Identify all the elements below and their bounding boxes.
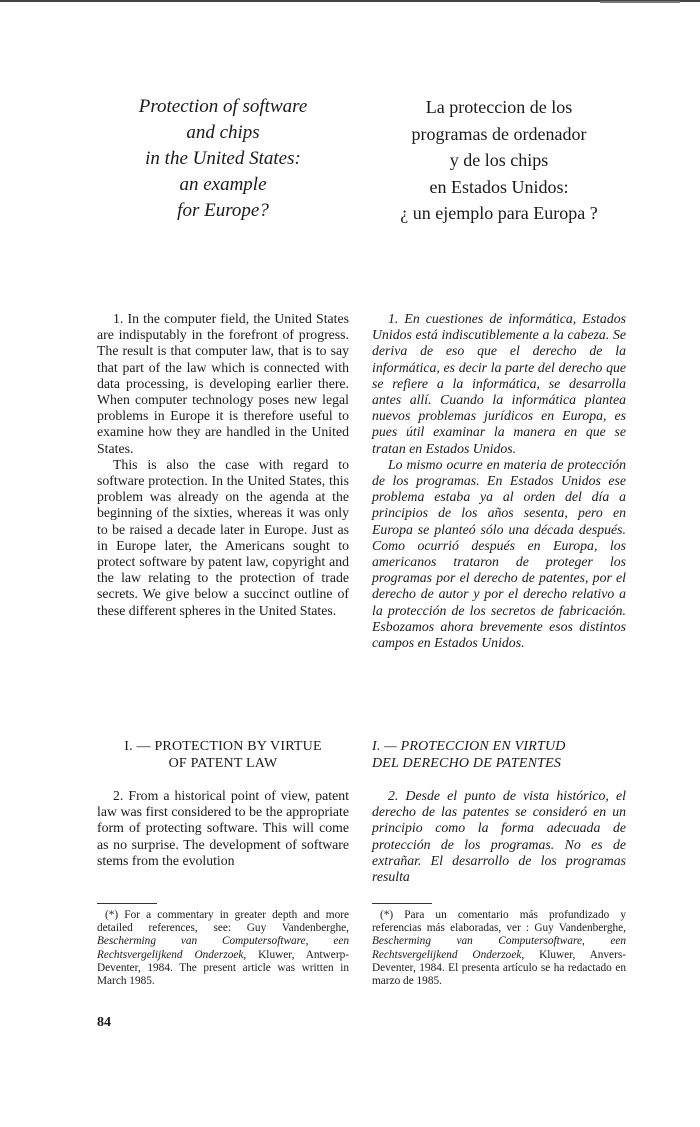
- title-english: Protection of software and chips in the United States: an example for Europe?: [138, 96, 308, 221]
- footnote-english-text: (*) For a commentary in greater depth and more detailed references, see: Guy Vandenberghe, Bescherming van Computersoftware, een Rechtsvergelijkend Onderzoek, Kluwer, Antwerp-Deventer, 1984. The present article was written in March 1985.: [97, 909, 349, 988]
- top-rule-mark: [600, 1, 680, 3]
- footnote-rule-english: [97, 903, 157, 904]
- top-rule: [0, 0, 700, 2]
- intro-spanish: [372, 311, 626, 651]
- paragraph-es-1: 1. En cuestiones de informática, Estados Unidos está indiscutiblemente a la cabeza. Se deriva de eso que el derecho de la informática, es decir la parte del derecho que se refiere a la informática, se desarrolla antes allí. Cuando la informática plantea nuevos problemas jurídicos en Europa, es pues útil examinar la manera en que se tratan en Estados Unidos.: [372, 311, 626, 456]
- title-spanish-block: [372, 94, 626, 227]
- section-heading-spanish: I. — PROTECCION EN VIRTUD DEL DERECHO DE PATENTES: [372, 739, 566, 771]
- section-body-english: [97, 788, 349, 869]
- paragraph-es-3: 2. Desde el punto de vista histórico, el derecho de las patentes se consideró en un principio como la forma adecuada de protección de los programas. No es de extrañar. El desarrollo de los programas resulta: [372, 788, 626, 885]
- page-number: 84: [97, 1015, 111, 1030]
- footnote-rule-spanish: [372, 903, 432, 904]
- paragraph-en-3: 2. From a historical point of view, patent law was first considered to be the appropriate form of protecting software. This will come as no surprise. The development of software stems from the evolution: [97, 788, 349, 868]
- paragraph-en-1: 1. In the computer field, the United States are indisputably in the forefront of progress. The result is that computer law, that is to say that part of the law which is connected with data processing, is developing earlier there. When computer technology poses new legal problems in Europe it is therefore useful to examine how they are handled in the United States.: [97, 311, 349, 456]
- title-english-block: [97, 94, 349, 224]
- paragraph-es-2: Lo mismo ocurre en materia de protección de los programas. En Estados Unidos ese problema estaba ya al orden del día a principios de los años sesenta, pero en Europa se planteó sólo una década después. Como ocurrió después en Europa, los americanos trataron de proteger los programas por el derecho de patentes, por el derecho de autor y por el derecho relativo a la protección de los secretos de fabricación. Esbozamos ahora brevemente esos distintos campos en Estados Unidos.: [372, 456, 626, 651]
- paragraph-en-2: This is also the case with regard to software protection. In the United States, this problem was already on the agenda at the beginning of the sixties, whereas it was only to be raised a decade later in Europe. Just as in Europe later, the Americans sought to protect software by patent law, copyright and the law relating to the protection of trade secrets. We give below a succinct outline of these different spheres in the United States.: [97, 456, 349, 618]
- section-heading-english-block: [97, 739, 349, 772]
- section-heading-spanish-block: [372, 739, 626, 772]
- footnote-spanish-text: (*) Para un comentario más profundizado y referencias más elaboradas, ver : Guy Vandenberghe, Bescherming van Computersoftware, een Rechtsvergelijkend Onderzoek, Kluwer, Anvers-Deventer, 1984. El presenta artículo se ha redactado en marzo de 1985.: [372, 909, 626, 988]
- intro-english: [97, 311, 349, 619]
- title-spanish: La proteccion de los programas de ordenador y de los chips en Estados Unidos: ¿ un ejemplo para Europa ?: [400, 97, 598, 223]
- section-body-spanish: [372, 788, 626, 885]
- section-heading-english: I. — PROTECTION BY VIRTUE OF PATENT LAW: [124, 739, 322, 771]
- footnote-english: [97, 909, 349, 988]
- footnote-spanish: [372, 909, 626, 988]
